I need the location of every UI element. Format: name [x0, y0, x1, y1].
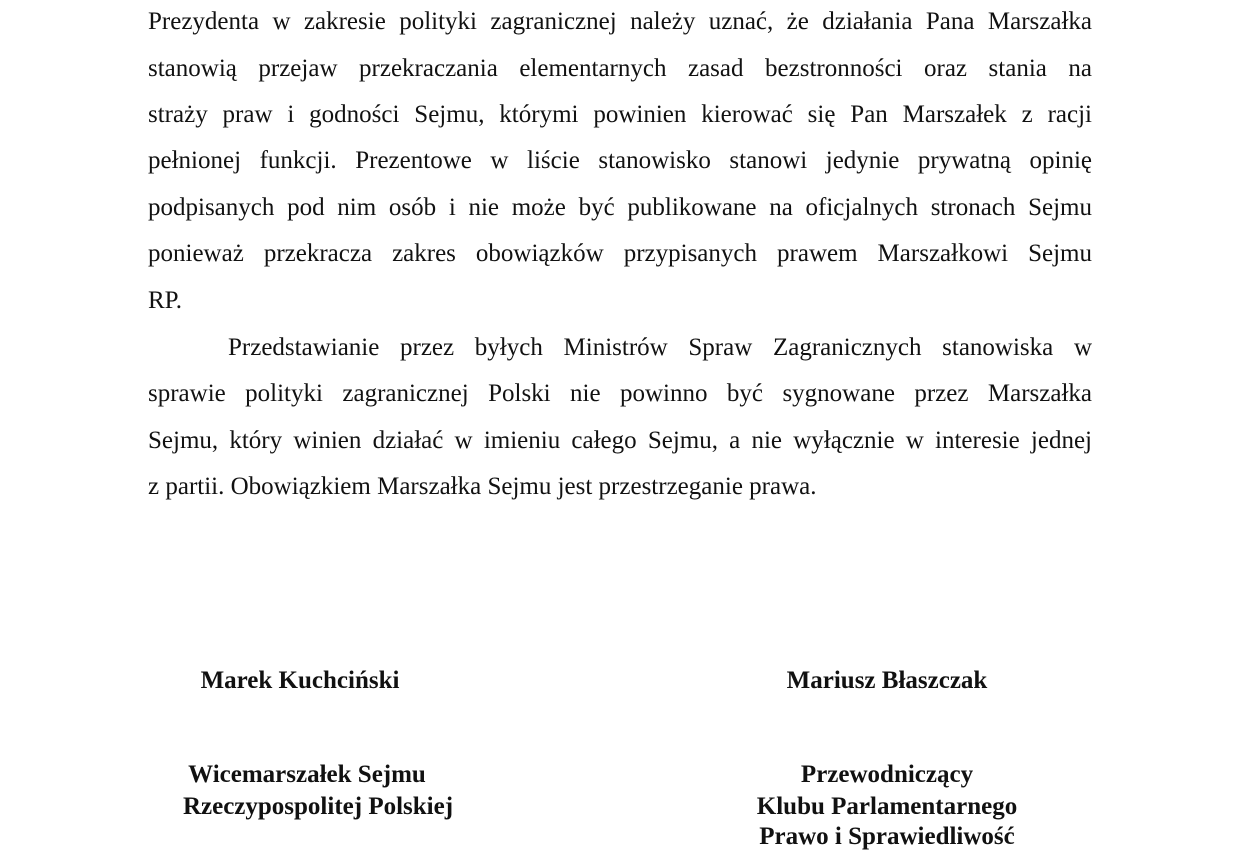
paragraph-line: straży praw i godności Sejmu, którymi powinien kierować się Pan Marszałek z racji — [148, 101, 1092, 128]
signatory-title-line: Przewodniczący — [800, 761, 974, 788]
paragraph-line: podpisanych pod nim osób i nie może być publikowane na oficjalnych stronach Sejmu — [148, 194, 1092, 221]
paragraph-line: Przedstawianie przez byłych Ministrów Spraw Zagranicznych stanowiska w — [228, 334, 1092, 361]
signatory-title-line: Klubu Parlamentarnego — [756, 793, 1018, 820]
paragraph-line: Sejmu, który winien działać w imieniu całego Sejmu, a nie wyłącznie w interesie jednej — [148, 427, 1092, 454]
signatory-title-line: Prawo i Sprawiedliwość — [759, 823, 1015, 850]
paragraph-line: Prezydenta w zakresie polityki zagranicznej należy uznać, że działania Pana Marszałka — [148, 8, 1092, 35]
signatory-title-line: Wicemarszałek Sejmu — [188, 761, 426, 788]
paragraph-line: RP. — [148, 287, 183, 314]
signatory-name: Mariusz Błaszczak — [786, 667, 988, 694]
paragraph-line: ponieważ przekracza zakres obowiązków przypisanych prawem Marszałkowi Sejmu — [148, 240, 1092, 267]
paragraph-line: sprawie polityki zagranicznej Polski nie powinno być sygnowane przez Marszałka — [148, 380, 1092, 407]
paragraph-line: stanowią przejaw przekraczania elementarnych zasad bezstronności oraz stania na — [148, 55, 1092, 82]
paragraph-line: pełnionej funkcji. Prezentowe w liście stanowisko stanowi jedynie prywatną opinię — [148, 147, 1092, 174]
paragraph-line: z partii. Obowiązkiem Marszałka Sejmu jest przestrzeganie prawa. — [148, 473, 817, 500]
signatory-title-line: Rzeczypospolitej Polskiej — [182, 793, 454, 820]
signatory-name: Marek Kuchciński — [200, 667, 400, 694]
